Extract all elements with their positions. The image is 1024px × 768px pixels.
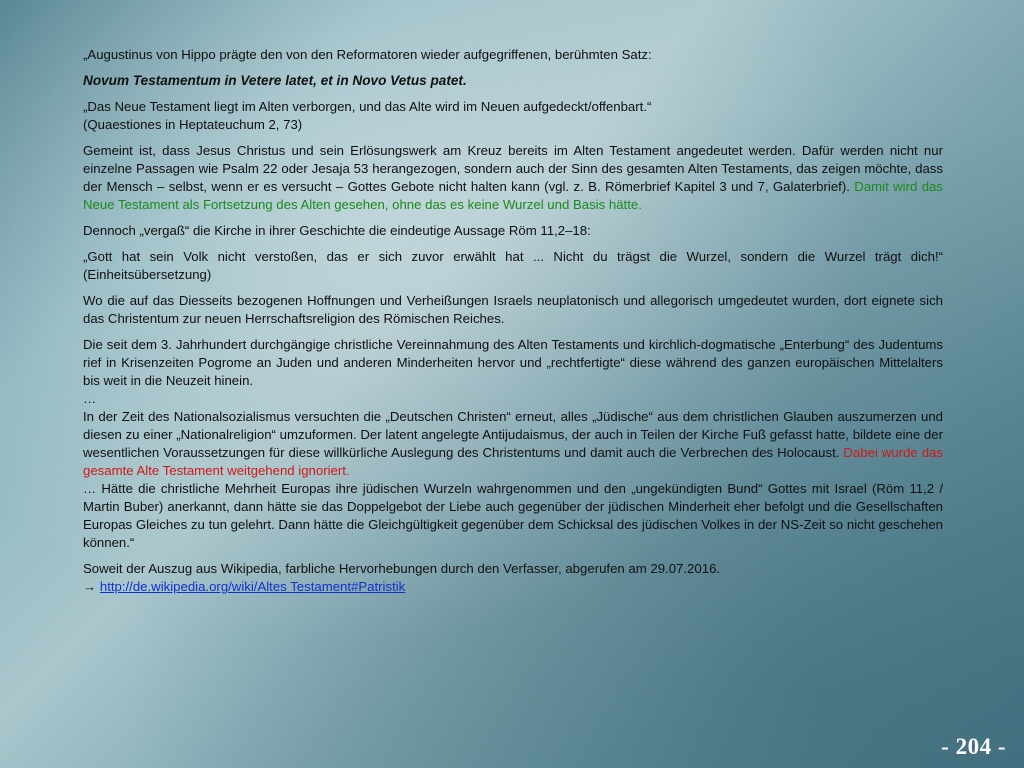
ellipsis-line: … xyxy=(83,391,97,406)
source-block xyxy=(83,560,943,596)
slide-text-body xyxy=(83,46,943,604)
nazi-text: In der Zeit des Nationalsozialismus versuchten die „Deutschen Christen“ erneut, alles „Jüdische“ aus dem christlichen Glauben auszumerzen und diesen zu einer „Nationalreligion“ umzuformen. Der latent angelegte Antijudaismus, der auch in Teilen der Kirche Fuß gefasst hatte, bildete eine der wesentlichen Voraussetzungen für diese willkürliche Auslegung des Christentums und damit auch die Verbrechen des Holocaust. xyxy=(83,409,943,460)
meaning-text: Gemeint ist, dass Jesus Christus und sein Erlösungswerk am Kreuz bereits im Alten Testament angedeutet werden. Dafür werden nicht nur einzelne Passagen wie Psalm 22 oder Jesaja 53 herangezogen, sondern auch der Sinn des gesamten Alten Testaments, das zeigen möchte, dass der Mensch – selbst, wenn er es versucht – Gottes Gebote nicht halten kann (vgl. z. B. Römerbrief Kapitel 3 und 7, Galaterbrief). xyxy=(83,143,943,194)
meaning-paragraph xyxy=(83,142,943,214)
appropriation-paragraph: Die seit dem 3. Jahrhundert durchgängige christliche Vereinnahmung des Alten Testaments und kirchlich-dogmatische „Enterbung“ des Judentums rief in Krisenzeiten Pogrome an Juden und anderen Minderheiten hervor und „rechtfertigte“ diese während des ganzen europäischen Mittelalters bis weit in die Neuzeit hinein. xyxy=(83,337,943,388)
source-note: Soweit der Auszug aus Wikipedia, farbliche Hervorhebungen durch den Verfasser, abgerufen am 29.07.2016. xyxy=(83,561,721,576)
nazi-highlight-red: Dabei wurde das gesamte Alte Testament weitgehend ignoriert. xyxy=(83,445,944,478)
translation-block xyxy=(83,98,943,134)
wikipedia-link[interactable]: http://de.wikipedia.org/wiki/Altes Testament#Patristik xyxy=(99,579,406,594)
page-number: - 204 - xyxy=(941,734,1006,759)
arrow-icon: → xyxy=(83,579,97,594)
translation-quote: „Das Neue Testament liegt im Alten verborgen, und das Alte wird im Neuen aufgedeckt/offenbart.“ xyxy=(83,99,652,114)
forgot-paragraph: Dennoch „vergaß“ die Kirche in ihrer Geschichte die eindeutige Aussage Röm 11,2–18: xyxy=(83,223,591,238)
translation-source: (Quaestiones in Heptateuchum 2, 73) xyxy=(83,117,303,132)
nazi-paragraph xyxy=(83,408,943,480)
roots-paragraph: … Hätte die christliche Mehrheit Europas ihre jüdischen Wurzeln wahrgenommen und den „ungekündigten Bund“ Gottes mit Israel (Röm 11,2 / Martin Buber) anerkannt, dann hätte sie das Doppelgebot der Liebe auch gegenüber der jüdischen Minderheit eher befolgt und die Gesellschaften Europas Gleiches zu tun gelehrt. Dann hätte die Gleichgültigkeit gegenüber dem Schicksal des jüdischen Volkes in der NS-Zeit so nicht geschehen können.“ xyxy=(83,481,943,550)
intro-text: „Augustinus von Hippo prägte den von den Reformatoren wieder aufgegriffenen, berühmten Satz: xyxy=(83,47,652,62)
meaning-highlight-green: Damit wird das Neue Testament als Fortsetzung des Alten gesehen, ohne das es keine Wurzel und Basis hätte. xyxy=(83,179,943,212)
romans-quote-paragraph: „Gott hat sein Volk nicht verstoßen, das er sich zuvor erwählt hat ... Nicht du trägst die Wurzel, sondern die Wurzel trägt dich!“ (Einheitsübersetzung) xyxy=(83,249,943,282)
hopes-paragraph: Wo die auf das Diesseits bezogenen Hoffnungen und Verheißungen Israels neuplatonisch und allegorisch umgedeutet wurden, dort eignete sich das Christentum zur neuen Herrschaftsreligion des Römischen Reiches. xyxy=(83,293,943,326)
latin-quote: Novum Testamentum in Vetere latet, et in Novo Vetus patet. xyxy=(83,73,467,88)
